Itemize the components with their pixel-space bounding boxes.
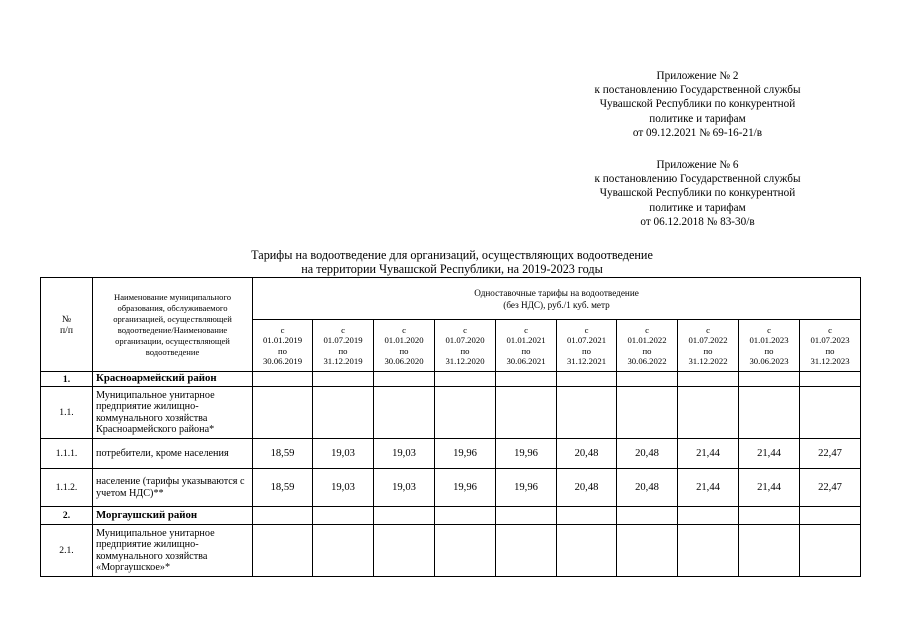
table-body: [41, 372, 861, 577]
tariff-value: [253, 525, 313, 577]
tariff-value: [617, 372, 678, 387]
tariff-value: [253, 372, 313, 387]
appendix-1-line: от 09.12.2021 № 69-16-21/в: [632, 126, 763, 139]
tariff-value: [739, 372, 800, 387]
tariff-value: [374, 525, 435, 577]
tariff-value: [435, 507, 496, 525]
row-number: 1.: [41, 372, 93, 387]
tariff-value: [739, 507, 800, 525]
organization-name: Муниципальное унитарное предприятие жилищно-коммунального хозяйства Красноармейского района*: [93, 387, 253, 439]
tariff-value: [617, 525, 678, 577]
tariff-value: 19,96: [496, 469, 557, 507]
period-to-label: по: [338, 345, 348, 356]
period-from: 01.01.2021: [506, 335, 546, 346]
period-from-label: с: [280, 324, 285, 335]
appendix-2-line: Чувашской Республики по конкурентной: [599, 187, 796, 200]
tariff-value: 18,59: [253, 469, 313, 507]
tariff-value: [557, 372, 617, 387]
header-period: [253, 320, 313, 372]
period-from-label: с: [463, 324, 467, 335]
period-from: 01.07.2022: [688, 335, 728, 346]
header-period: [557, 320, 617, 372]
header-period: [374, 320, 435, 372]
tariff-value: [678, 507, 739, 525]
period-to-label: по: [582, 345, 591, 356]
period-to: 30.06.2019: [262, 355, 303, 366]
tariff-value: 19,96: [435, 469, 496, 507]
period-to-label: по: [399, 345, 409, 356]
period-from-label: с: [767, 324, 771, 335]
header-num-line1: №: [61, 313, 72, 325]
header-num-line2: п/п: [60, 324, 73, 336]
title-line-2: на территории Чувашской Республики, на 2019-2023 годы: [301, 262, 603, 276]
period-to: 30.06.2020: [384, 355, 424, 366]
tariff-value: [313, 387, 374, 439]
tariff-value: [617, 507, 678, 525]
tariff-value: [557, 387, 617, 439]
tariff-value: [313, 507, 374, 525]
period-from: 01.01.2022: [627, 335, 667, 346]
period-from-label: с: [524, 324, 528, 335]
tariff-value: 20,48: [557, 469, 617, 507]
tariff-value: 19,03: [313, 439, 374, 469]
table-row: [41, 525, 861, 577]
period-to: 31.12.2019: [323, 355, 363, 366]
table-row: [41, 372, 861, 387]
tariff-value: [374, 387, 435, 439]
tariff-value: 21,44: [739, 469, 800, 507]
row-number: 1.1.: [41, 387, 93, 439]
table-row: [41, 387, 861, 439]
header-period: [800, 320, 861, 372]
tariff-value: [253, 507, 313, 525]
row-number: 1.1.1.: [41, 439, 93, 469]
tariff-value: [435, 372, 496, 387]
district-name: Красноармейский район: [93, 372, 253, 387]
tariff-value: 19,96: [496, 439, 557, 469]
header-period: [313, 320, 374, 372]
tariff-value: [678, 372, 739, 387]
organization-name: потребители, кроме населения: [93, 439, 253, 469]
period-from: 01.01.2023: [749, 335, 789, 346]
tariff-value: 19,96: [435, 439, 496, 469]
appendix-2-line: от 06.12.2018 № 83-30/в: [640, 215, 755, 228]
table-header: [41, 278, 861, 372]
row-number: 1.1.2.: [41, 469, 93, 507]
document-title: [90, 248, 814, 276]
tariff-value: 19,03: [374, 469, 435, 507]
row-number: 2.1.: [41, 525, 93, 577]
period-to-label: по: [764, 345, 774, 356]
header-group-line2: (без НДС), руб./1 куб. метр: [503, 299, 610, 310]
tariff-value: [739, 525, 800, 577]
tariff-value: [496, 507, 557, 525]
tariff-value: [313, 525, 374, 577]
tariff-value: [800, 507, 861, 525]
tariff-value: [313, 372, 374, 387]
period-to: 31.12.2023: [810, 355, 850, 366]
period-to-label: по: [825, 345, 835, 356]
header-period: [435, 320, 496, 372]
tariff-value: [739, 387, 800, 439]
tariff-value: 18,59: [253, 439, 313, 469]
period-from: 01.07.2023: [810, 335, 850, 346]
tariff-value: 19,03: [374, 439, 435, 469]
tariff-value: 20,48: [617, 439, 678, 469]
header-period: [739, 320, 800, 372]
period-from: 01.07.2021: [566, 335, 607, 346]
table-row: [41, 439, 861, 469]
organization-name: Муниципальное унитарное предприятие жилищно-коммунального хозяйства «Моргаушское»*: [93, 525, 253, 577]
organization-name: население (тарифы указываются с учетом НДС)**: [93, 469, 253, 507]
row-number: 2.: [41, 507, 93, 525]
table-row: [41, 507, 861, 525]
tariff-value: [678, 525, 739, 577]
tariff-value: [374, 507, 435, 525]
header-period: [496, 320, 557, 372]
appendix-1-line: политике и тарифам: [649, 112, 746, 125]
period-to: 31.12.2022: [688, 355, 728, 366]
period-to: 31.12.2020: [445, 355, 485, 366]
header-tariff-group: [253, 278, 861, 320]
header-group-line1: Одноставочные тарифы на водоотведение: [474, 287, 639, 298]
table-row: [41, 469, 861, 507]
district-name: Моргаушский район: [93, 507, 253, 525]
tariff-value: 21,44: [678, 469, 739, 507]
tariff-value: 20,48: [617, 469, 678, 507]
tariff-value: [557, 507, 617, 525]
header-period: [678, 320, 739, 372]
tariff-table: [40, 277, 861, 577]
period-to: 30.06.2021: [506, 355, 546, 366]
period-to: 30.06.2023: [749, 355, 789, 366]
period-to: 30.06.2022: [627, 355, 667, 366]
appendix-2-line: к постановлению Государственной службы: [594, 173, 801, 186]
period-from: 01.07.2019: [323, 335, 363, 346]
tariff-value: [496, 525, 557, 577]
tariff-value: 19,03: [313, 469, 374, 507]
period-to-label: по: [703, 345, 713, 356]
tariff-value: [678, 387, 739, 439]
appendix-2-line: политике и тарифам: [649, 201, 746, 214]
title-line-1: Тарифы на водоотведение для организаций, осуществляющих водоотведение: [251, 248, 653, 262]
period-from-label: с: [706, 324, 710, 335]
appendix-1-line: Чувашской Республики по конкурентной: [599, 98, 796, 111]
tariff-value: 21,44: [739, 439, 800, 469]
tariff-value: 21,44: [678, 439, 739, 469]
appendix-note-2: [560, 158, 835, 229]
tariff-value: 22,47: [800, 439, 861, 469]
header-num: [41, 278, 93, 372]
period-from-label: с: [402, 324, 406, 335]
tariff-value: [253, 387, 313, 439]
tariff-value: [800, 372, 861, 387]
period-to-label: по: [521, 345, 531, 356]
appendix-1-line: к постановлению Государственной службы: [594, 84, 801, 97]
tariff-value: [617, 387, 678, 439]
period-from-label: с: [584, 324, 589, 335]
tariff-value: [435, 525, 496, 577]
period-to-label: по: [460, 345, 470, 356]
header-name: Наименование муниципального образования, обслуживаемого организацией, осуществляющей водоотведение/Наименование организации, осуществляющей водоотведение: [93, 278, 253, 372]
tariff-value: [800, 387, 861, 439]
tariff-value: [435, 387, 496, 439]
tariff-value: [496, 387, 557, 439]
tariff-value: [557, 525, 617, 577]
period-from: 01.07.2020: [445, 335, 485, 346]
period-from-label: с: [341, 324, 345, 335]
appendix-note-1: [560, 69, 835, 140]
appendix-2-line: Приложение № 6: [656, 159, 739, 171]
tariff-value: [496, 372, 557, 387]
header-period: [617, 320, 678, 372]
tariff-value: 20,48: [557, 439, 617, 469]
period-from: 01.01.2020: [384, 335, 424, 346]
period-to-label: по: [642, 345, 652, 356]
tariff-value: [374, 372, 435, 387]
period-to: 31.12.2021: [566, 355, 607, 366]
period-from-label: с: [645, 324, 649, 335]
tariff-value: 22,47: [800, 469, 861, 507]
period-to-label: по: [278, 345, 287, 356]
period-from-label: с: [828, 324, 832, 335]
tariff-value: [800, 525, 861, 577]
appendix-1-line: Приложение № 2: [656, 70, 739, 82]
period-from: 01.01.2019: [262, 335, 303, 346]
